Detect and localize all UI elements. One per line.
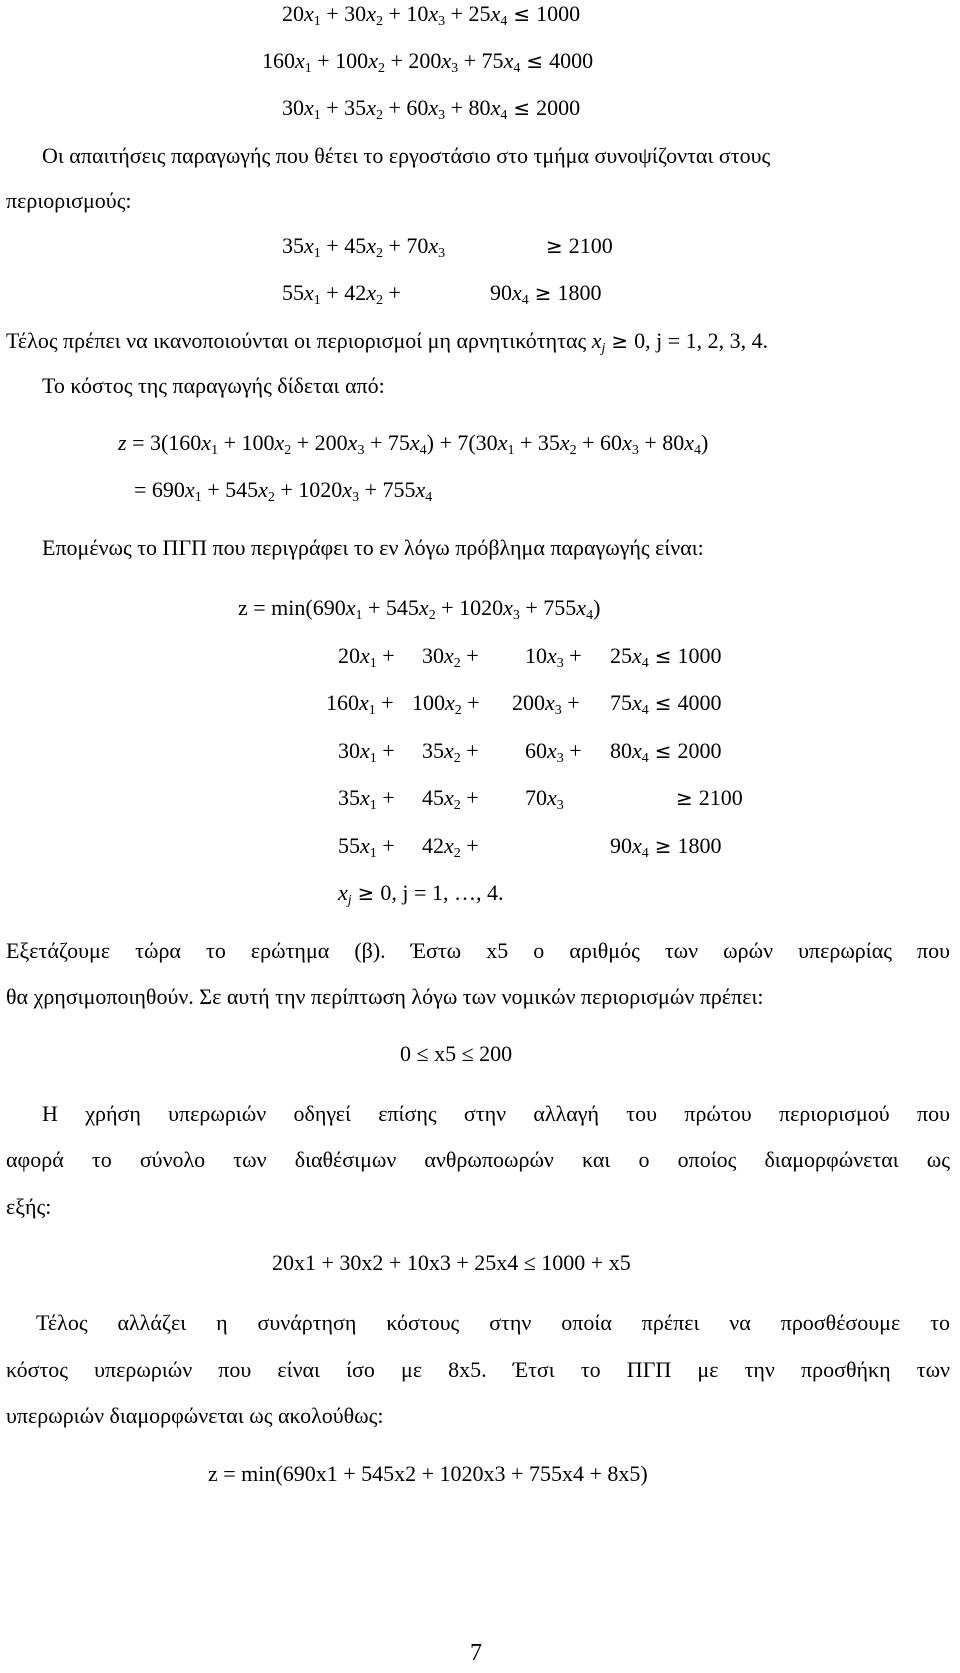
- production-constraint-2-rhs: $90x_4 \ge 1800$: [490, 280, 602, 308]
- paragraph-final-line-2: κόστος υπερωριών που είναι ίσο με 8x5. Έτσι το ΠΓΠ με την προσθήκη των: [6, 1357, 950, 1382]
- paragraph-part-b-line-2: θα χρησιμοποιηθούν. Σε αυτή την περίπτωση λόγω των νομικών περιορισμών πρέπει:: [6, 984, 764, 1009]
- paragraph-final-line-3: υπερωριών διαμορφώνεται ως ακολούθως:: [6, 1403, 384, 1428]
- objective-function-1: $z = \min(690x_1 + 545x_2 + 1020x_3 + 755x_4)$: [238, 595, 601, 623]
- system-row-4-term-1: $35x_1$ +: [338, 785, 395, 813]
- system-row-3-term-3: $60x_3$ +: [525, 738, 582, 766]
- cost-equation-2: = $690x_1 + 545x_2 + 1020x_3 + 755x_4$: [134, 477, 433, 505]
- paragraph-production-line-2: περιορισμούς:: [6, 188, 132, 213]
- system-row-1-term-1: $20x_1$ +: [338, 643, 395, 671]
- system-row-1-term-3: $10x_3$ +: [525, 643, 582, 671]
- system-row-3-term-4: $80x_4 \le 2000$: [610, 738, 722, 766]
- overtime-bounds: 0 ≤ x5 ≤ 200: [400, 1041, 513, 1066]
- production-constraint-1-rhs: ≥ 2100: [546, 233, 613, 258]
- system-row-5-term-4: $90x_4 \ge 1800$: [610, 833, 722, 861]
- system-row-3-term-1: $30x_1$ +: [338, 738, 395, 766]
- system-row-4-rhs: ≥ 2100: [676, 785, 743, 810]
- paragraph-overtime-line-2: αφορά το σύνολο των διαθέσιμων ανθρωποωρών και ο οποίος διαμορφώνεται ως: [6, 1147, 950, 1172]
- system-row-5-term-2: $42x_2$ +: [422, 833, 479, 861]
- system-nonnegativity: $x_j \ge 0$, j = 1, …, 4.: [338, 880, 504, 908]
- paragraph-final-line-1: Τέλος αλλάζει η συνάρτηση κόστους στην οποία πρέπει να προσθέσουμε το: [36, 1310, 950, 1335]
- paragraph-part-b-line-1: Εξετάζουμε τώρα το ερώτημα (β). Έστω x5 ο αριθμός των ωρών υπερωρίας που: [6, 938, 950, 963]
- constraint-line-1: $20x_1 + 30x_2 + 10x_3 + 25x_4 \le 1000$: [282, 1, 581, 29]
- objective-function-2: z = min(690x1 + 545x2 + 1020x3 + 755x4 + 8x5): [208, 1461, 648, 1486]
- production-constraint-2: $55x_1 + 42x_2$ +: [282, 280, 401, 308]
- system-row-1-term-2: $30x_2$ +: [422, 643, 479, 671]
- system-row-1-term-4: $25x_4 \le 1000$: [610, 643, 722, 671]
- system-row-4-term-3: $70x_3$: [525, 785, 564, 813]
- system-row-2-term-2: $100x_2$ +: [412, 690, 480, 718]
- paragraph-therefore: Επομένως το ΠΓΠ που περιγράφει το εν λόγω πρόβλημα παραγωγής είναι:: [42, 535, 704, 560]
- paragraph-production-line-1: Οι απαιτήσεις παραγωγής που θέτει το εργοστάσιο στο τμήμα συνοψίζονται στους: [42, 143, 771, 168]
- system-row-2-term-4: $75x_4 \le 4000$: [610, 690, 722, 718]
- constraint-line-2: $160x_1 + 100x_2 + 200x_3 + 75x_4 \le 4000$: [262, 48, 594, 76]
- system-row-4-term-2: $45x_2$ +: [422, 785, 479, 813]
- paragraph-overtime-line-3: εξής:: [6, 1194, 52, 1219]
- production-constraint-1: $35x_1 + 45x_2 + 70x_3$: [282, 233, 446, 261]
- page-number: 7: [470, 1640, 482, 1666]
- paragraph-nonnegativity: Τέλος πρέπει να ικανοποιούνται οι περιορισμοί μη αρνητικότητας $x_j \ge 0$, j = 1, 2, 3, 4.: [6, 328, 769, 356]
- system-row-5-term-1: $55x_1$ +: [338, 833, 395, 861]
- cost-equation-1: $z = 3(160x_1 + 100x_2 + 200x_3 + 75x_4) + 7(30x_1 + 35x_2 + 60x_3 + 80x_4)$: [118, 430, 709, 458]
- system-row-2-term-3: $200x_3$ +: [512, 690, 580, 718]
- system-row-2-term-1: $160x_1$ +: [326, 690, 394, 718]
- paragraph-overtime-line-1: Η χρήση υπερωριών οδηγεί επίσης στην αλλαγή του πρώτου περιορισμού που: [42, 1101, 950, 1126]
- constraint-line-3: $30x_1 + 35x_2 + 60x_3 + 80x_4 \le 2000$: [282, 95, 581, 123]
- system-row-3-term-2: $35x_2$ +: [422, 738, 479, 766]
- new-constraint: 20x1 + 30x2 + 10x3 + 25x4 ≤ 1000 + x5: [272, 1250, 631, 1275]
- paragraph-cost: Το κόστος της παραγωγής δίδεται από:: [42, 373, 385, 398]
